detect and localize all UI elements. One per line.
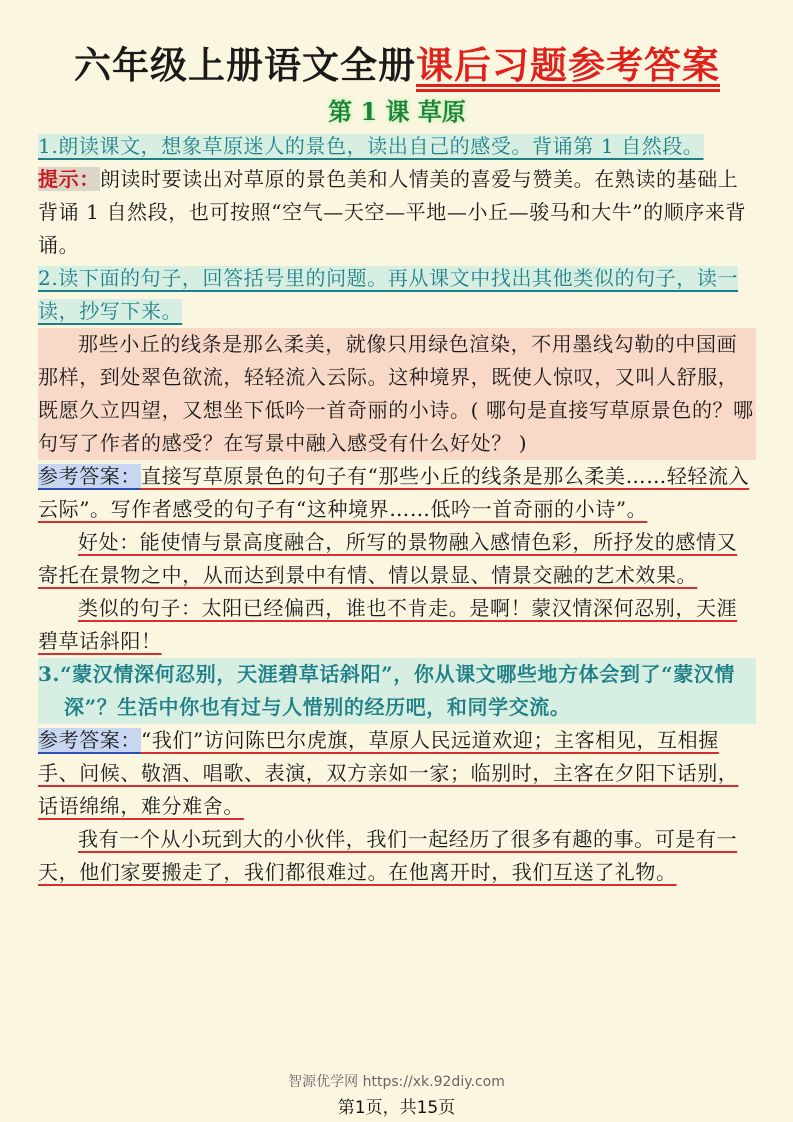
question-3: 3.“蒙汉情深何忍别，天涯碧草话斜阳”，你从课文哪些地方体会到了“蒙汉情深”？生活中你也有过与人惜别的经历吧，和同学交流。 — [38, 658, 756, 724]
answer-3-story-text: 我有一个从小玩到大的小伙伴，我们一起经历了很多有趣的事。可是有一天，他们家要搬走了，我们都很难过。在他离开时，我们互送了礼物。 — [38, 827, 738, 884]
hint-paragraph — [38, 163, 756, 262]
answer-3-story — [38, 823, 756, 889]
lesson-title: 第 1 课 草原 — [328, 97, 466, 126]
footer-site-link[interactable]: 智源优学网 https://xk.92diy.com — [288, 1074, 505, 1090]
question-1-text: 1.朗读课文，想象草原迷人的景色，读出自己的感受。背诵第 1 自然段。 — [38, 134, 704, 158]
question-1 — [38, 130, 756, 163]
answer-2-similar — [38, 592, 756, 658]
answer-2-text: 直接写草原景色的句子有“那些小丘的线条是那么柔美……轻轻流入云际”。写作者感受的句子有“这种境界……低吟一首奇丽的小诗”。 — [38, 464, 750, 521]
main-title — [38, 40, 756, 90]
excerpt-passage: 那些小丘的线条是那么柔美，就像只用绿色渲染，不用墨线勾勒的中国画那样，到处翠色欲流，轻轻流入云际。这种境界，既使人惊叹，又叫人舒服，既愿久立四望，又想坐下低吟一首奇丽的小诗。( 哪句是直接写草原景色的？哪句写了作者的感受？在写景中融入感受有什么好处？ ) — [38, 328, 756, 460]
hint-label: 提示： — [38, 167, 100, 191]
document-page — [38, 40, 756, 889]
answer-2-benefit — [38, 526, 756, 592]
answer-2 — [38, 460, 756, 526]
answer-3-text: “我们”访问陈巴尔虎旗，草原人民远道欢迎；主客相见，互相握手、问候、敬酒、唱歌、表演，双方亲如一家；临别时，主客在夕阳下话别，话语绵绵，难分难舍。 — [38, 728, 739, 818]
title-black: 六年级上册语文全册 — [74, 43, 416, 87]
question-2 — [38, 262, 756, 328]
question-2-text: 2.读下面的句子，回答括号里的问题。再从课文中找出其他类似的句子，读一读，抄写下来。 — [38, 266, 739, 323]
page-number: 第1页，共15页 — [337, 1098, 456, 1118]
answer-2-label: 参考答案： — [38, 464, 141, 488]
title-red: 课后习题参考答案 — [416, 43, 720, 87]
answer-3 — [38, 724, 756, 823]
hint-text: 朗读时要读出对草原的景色美和人情美的喜爱与赞美。在熟读的基础上背诵 1 自然段，也可按照“空气—天空—平地—小丘—骏马和大牛”的顺序来背诵。 — [38, 167, 747, 257]
answer-2-similar-text: 类似的句子：太阳已经偏西，谁也不肯走。是啊！蒙汉情深何忍别，天涯碧草话斜阳！ — [38, 596, 738, 653]
answer-3-label: 参考答案： — [38, 728, 141, 752]
answer-2-benefit-text: 好处：能使情与景高度融合，所写的景物融入感情色彩，所抒发的感情又寄托在景物之中，从而达到景中有情、情以景显、情景交融的艺术效果。 — [38, 530, 738, 587]
